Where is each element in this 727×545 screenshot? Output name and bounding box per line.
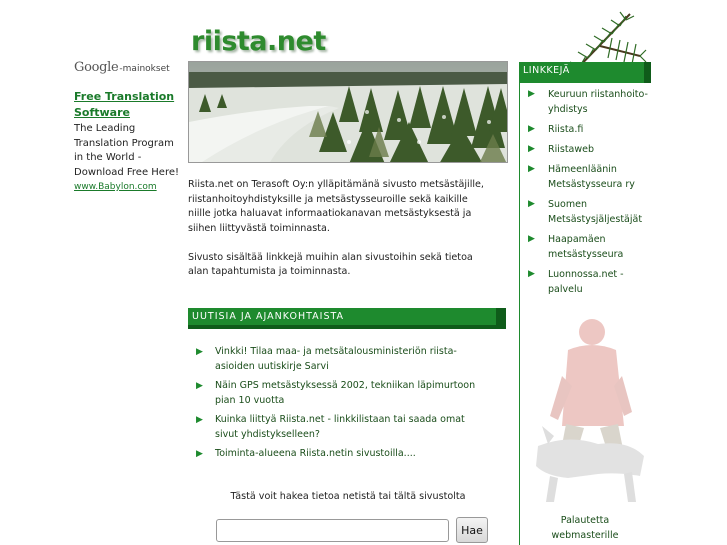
triangle-right-icon: ▶ <box>528 89 535 99</box>
triangle-right-icon: ▶ <box>528 144 535 154</box>
ads-label: -mainokset <box>119 64 170 74</box>
hunter-with-dog-image <box>528 316 652 506</box>
links-item <box>528 162 648 192</box>
triangle-right-icon: ▶ <box>528 234 535 244</box>
intro-paragraph-2: Sivusto sisältää linkkejä muihin alan sivustoihin sekä tietoa alan tapahtumista ja toiminnasta. <box>188 251 473 277</box>
links-link[interactable]: Riista.fi <box>548 124 584 135</box>
news-item <box>196 447 486 462</box>
links-item <box>528 122 648 137</box>
links-link[interactable]: Suomen Metsästysjäljestäjät <box>548 199 643 225</box>
google-logo: Google <box>74 60 119 75</box>
winter-forest-image <box>189 62 508 163</box>
feedback-line2: webmasterille <box>551 530 619 541</box>
intro-paragraph-1: Riista.net on Terasoft Oy:n ylläpitämänä sivusto metsästäjille, riistanhoitoyhdistyksille ja metsästysseuroille sekä kaikille niille jotka haluavat informaatiokanavan metsästyksestä ja siihen liittyvästä toiminnasta. <box>188 179 484 234</box>
links-item <box>528 142 648 157</box>
ads-column <box>74 60 182 192</box>
links-item <box>528 87 648 117</box>
search-button[interactable]: Hae <box>456 517 488 543</box>
triangle-right-icon: ▶ <box>528 199 535 209</box>
triangle-right-icon: ▶ <box>528 269 535 279</box>
links-link[interactable]: Riistaweb <box>548 144 595 155</box>
links-list <box>528 87 648 302</box>
ad-title-line1: Free Translation <box>74 90 175 103</box>
links-divider <box>519 83 520 545</box>
ad-url-link[interactable]: www.Babylon.com <box>74 182 157 192</box>
ads-brand <box>74 60 182 75</box>
news-link[interactable]: Vinkki! Tilaa maa- ja metsätalousministeriön riista-asioiden uutiskirje Sarvi <box>215 346 457 372</box>
site-logo[interactable]: riista.net <box>191 26 326 57</box>
ad-title-link[interactable] <box>74 89 182 121</box>
triangle-right-icon: ▶ <box>196 347 203 357</box>
links-link[interactable]: Luonnossa.net -palvelu <box>548 269 624 295</box>
links-header: LINKKEJÄ <box>519 62 651 83</box>
news-item <box>196 379 486 408</box>
news-list <box>196 345 486 467</box>
news-item <box>196 413 486 442</box>
search-label: Tästä voit hakea tietoa netistä tai tältä sivustolta <box>230 491 466 502</box>
links-link[interactable]: Keuruun riistanhoito-yhdistys <box>548 89 648 115</box>
links-item <box>528 232 648 262</box>
triangle-right-icon: ▶ <box>196 415 203 425</box>
news-link[interactable]: Näin GPS metsästyksessä 2002, tekniikan läpimurtoon pian 10 vuotta <box>215 380 476 406</box>
intro-text <box>188 178 488 294</box>
triangle-right-icon: ▶ <box>528 164 535 174</box>
news-link[interactable]: Toiminta-alueena Riista.netin sivustoilla.... <box>215 448 416 459</box>
triangle-right-icon: ▶ <box>528 124 535 134</box>
ad-title-line2: Software <box>74 106 130 119</box>
feedback-link[interactable] <box>540 513 630 543</box>
links-item <box>528 267 648 297</box>
links-link[interactable]: Hämeenläänin Metsästysseura ry <box>548 164 635 190</box>
feedback-line1: Palautetta <box>560 515 610 526</box>
news-item <box>196 345 486 374</box>
links-item <box>528 197 648 227</box>
header-photo <box>188 61 508 163</box>
ad-body: The Leading Translation Program in the World - Download Free Here! <box>74 123 180 178</box>
news-header: UUTISIA JA AJANKOHTAISTA <box>188 308 506 329</box>
triangle-right-icon: ▶ <box>196 449 203 459</box>
search-input[interactable] <box>216 519 449 542</box>
links-link[interactable]: Haapamäen metsästysseura <box>548 234 624 260</box>
news-link[interactable]: Kuinka liittyä Riista.net - linkkilistaan tai saada omat sivut yhdistykselleen? <box>215 414 465 440</box>
triangle-right-icon: ▶ <box>196 381 203 391</box>
